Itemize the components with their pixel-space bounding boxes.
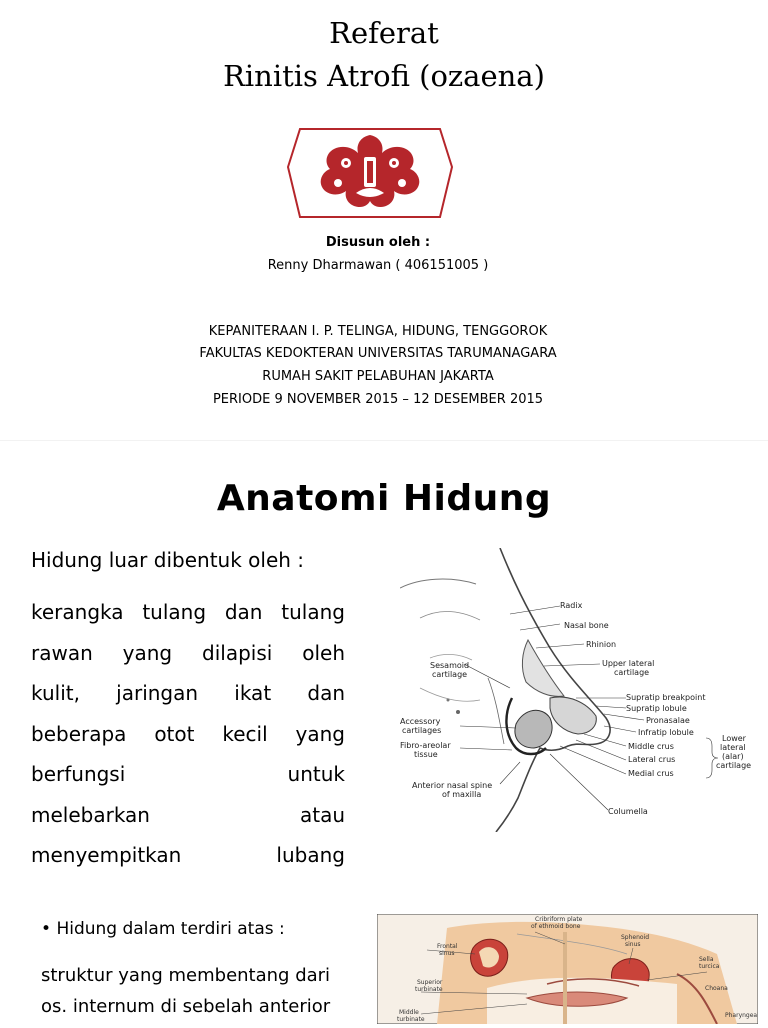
referat-title: Referat (329, 16, 439, 50)
intro-text: Hidung luar dibentuk oleh : (31, 548, 305, 572)
label-accessory-2: cartilages (402, 726, 442, 735)
internal-nose-description (41, 960, 371, 1022)
label-upper-lateral: Upper lateral (602, 659, 655, 668)
label-sphenoid-sinus-2: sinus (625, 941, 641, 948)
label-infratip-lobule: Infratip lobule (638, 728, 694, 737)
label-choana: Choana (705, 985, 728, 992)
label-radix: Radix (560, 601, 583, 610)
label-accessory: Accessory (400, 717, 441, 726)
institution-line: RUMAH SAKIT PELABUHAN JAKARTA (262, 369, 494, 384)
label-sella-turcica: Sella (699, 956, 714, 963)
label-sphenoid-sinus: Sphenoid (621, 934, 650, 941)
slide-divider (0, 440, 768, 441)
prepared-by-label: Disusun oleh : (325, 235, 431, 250)
institution-line: KEPANITERAAN I. P. TELINGA, HIDUNG, TENGGOROK (208, 324, 548, 339)
label-upper-lateral-2: cartilage (614, 668, 650, 677)
label-lower-lateral-4: cartilage (716, 761, 752, 770)
label-middle-turbinate-2: turbinate (397, 1016, 425, 1023)
label-columella: Columella (608, 807, 648, 816)
label-pronasalae: Pronasalae (646, 716, 690, 725)
label-supratip-breakpoint: Supratip breakpoint (626, 693, 706, 702)
anatomy-title: Anatomi Hidung (216, 478, 552, 519)
label-middle-turbinate: Middle (399, 1009, 419, 1016)
label-frontal-sinus-2: sinus (439, 950, 455, 957)
internal-nose-bullet: • Hidung dalam terdiri atas : (41, 919, 285, 939)
label-lower-lateral: Lower (722, 734, 746, 743)
topic-title: Rinitis Atrofi (ozaena) (223, 59, 545, 93)
label-anterior-spine: Anterior nasal spine (412, 781, 493, 790)
label-supratip-lobule: Supratip lobule (626, 704, 687, 713)
body-line: beberapa otot kecil yang (31, 721, 345, 746)
external-nose-illustration (400, 548, 760, 832)
institution-line: FAKULTAS KEDOKTERAN UNIVERSITAS TARUMANAGARA (199, 346, 557, 361)
body-line: rawan yang dilapisi oleh (31, 640, 345, 665)
label-pharyngeal: Pharyngeal (725, 1012, 758, 1019)
body-line: kerangka tulang dan tulang (31, 600, 345, 624)
label-frontal-sinus: Frontal (437, 943, 458, 950)
internal-nose-illustration (377, 914, 758, 1024)
label-sella-turcica-2: turcica (699, 963, 720, 970)
label-lateral-crus: Lateral crus (628, 755, 676, 764)
label-lower-lateral-3: (alar) (722, 752, 744, 761)
label-fibro-areolar-2: tissue (414, 750, 438, 759)
university-logo (286, 127, 454, 219)
author-name: Renny Dharmawan ( 406151005 ) (267, 258, 489, 273)
label-lower-lateral-2: lateral (720, 743, 746, 752)
label-rhinion: Rhinion (586, 640, 617, 649)
label-superior-turbinate-2: turbinate (415, 986, 443, 993)
period-line: PERIODE 9 NOVEMBER 2015 – 12 DESEMBER 2015 (212, 392, 544, 407)
body-line: menyempitkan lubang (31, 843, 345, 867)
label-nasal-bone: Nasal bone (564, 621, 609, 630)
label-anterior-spine-2: of maxilla (442, 790, 482, 799)
body-line: os. internum di sebelah anterior (41, 996, 331, 1017)
label-superior-turbinate: Superior (417, 979, 443, 986)
label-middle-crus: Middle crus (628, 742, 674, 751)
bullet-text: Hidung dalam terdiri atas : (56, 919, 285, 939)
label-cribriform-2: of ethmoid bone (531, 923, 581, 930)
external-nose-description (31, 592, 345, 876)
body-line: kulit, jaringan ikat dan (31, 681, 345, 705)
label-sesamoid-2: cartilage (432, 670, 468, 679)
label-sesamoid: Sesamoid (430, 661, 470, 670)
label-medial-crus: Medial crus (628, 769, 674, 778)
body-line: struktur yang membentang dari (41, 965, 331, 986)
label-fibro-areolar: Fibro-areolar (400, 741, 451, 750)
body-line: berfungsi untuk (31, 762, 345, 786)
label-cribriform: Cribriform plate (535, 916, 583, 923)
body-line: melebarkan atau (31, 802, 345, 827)
